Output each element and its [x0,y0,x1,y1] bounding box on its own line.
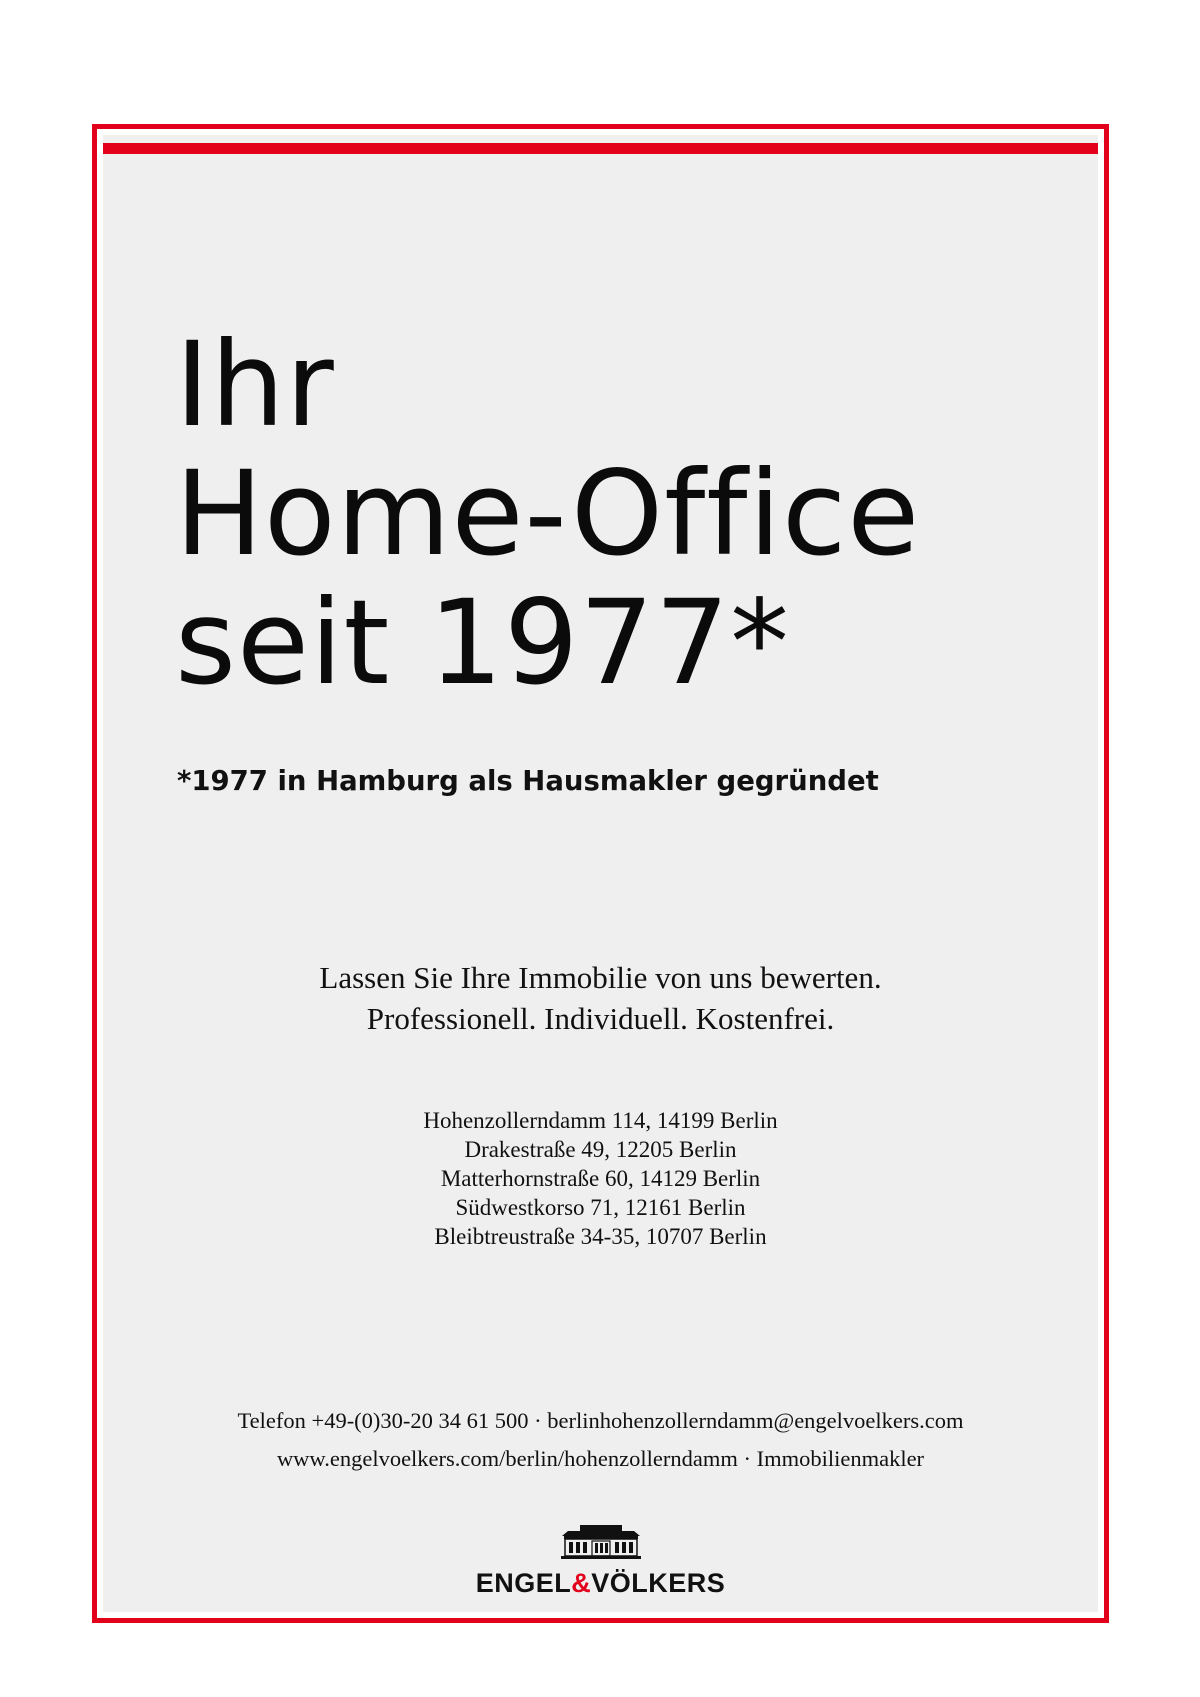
office-address: Drakestraße 49, 12205 Berlin [464,1137,737,1162]
office-address: Südwestkorso 71, 12161 Berlin [455,1195,746,1220]
offer-line-2: Professionell. Individuell. Kostenfrei. [366,1001,835,1036]
contact-line-2 [103,1440,1098,1478]
brand-wordmark [103,1568,1098,1599]
valuation-offer [103,957,1098,1039]
separator-dot: · [528,1408,548,1433]
offer-line-1: Lassen Sie Ihre Immobilie von uns bewerten. [319,960,882,995]
headline-line-1: Ihr [175,316,335,453]
separator-dot: · [737,1446,757,1471]
office-address: Hohenzollerndamm 114, 14199 Berlin [423,1108,778,1133]
contact-line-1 [103,1402,1098,1440]
house-icon [558,1522,644,1560]
headline [175,316,921,711]
ad-panel [103,135,1098,1612]
headline-line-3: seit 1977* [175,574,790,711]
phone-number[interactable]: Telefon +49-(0)30-20 34 61 500 [237,1408,529,1433]
founding-footnote: *1977 in Hamburg als Hausmakler gegründet [177,765,879,797]
website-link[interactable]: www.engelvoelkers.com/berlin/hohenzollerndamm [276,1446,738,1471]
brand-name-right: VÖLKERS [591,1568,726,1598]
email-link[interactable]: berlinhohenzollerndamm@engelvoelkers.com [547,1408,964,1433]
headline-line-2: Home-Office [175,445,921,582]
office-address: Bleibtreustraße 34-35, 10707 Berlin [434,1224,767,1249]
brand-name-left: ENGEL [475,1568,572,1598]
category-label: Immobilienmakler [756,1446,925,1471]
brand-ampersand: & [571,1568,592,1598]
office-address-list [103,1106,1098,1251]
contact-block [103,1402,1098,1478]
brand-logo [103,1522,1098,1599]
top-red-bar [103,143,1098,154]
office-address: Matterhornstraße 60, 14129 Berlin [440,1166,761,1191]
red-frame [92,124,1109,1623]
